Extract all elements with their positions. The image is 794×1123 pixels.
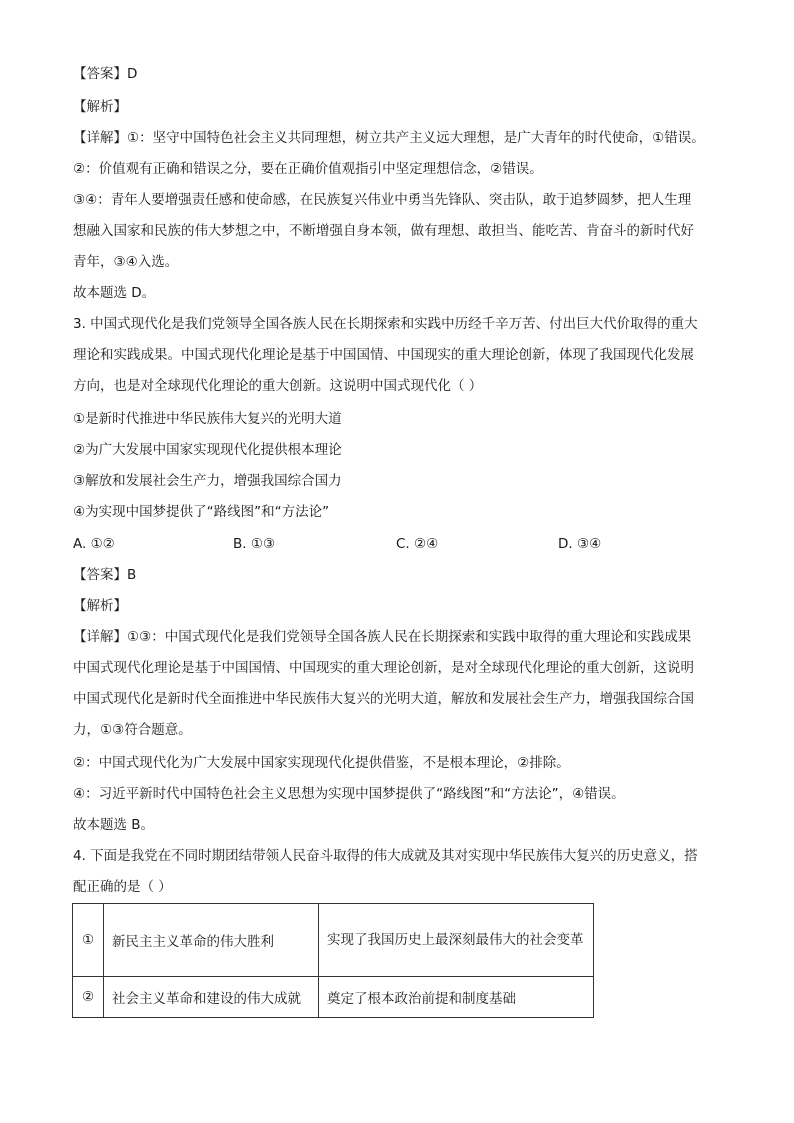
q3-option-b: B. ①③ xyxy=(233,536,276,552)
q3-answer: 【答案】B xyxy=(73,567,137,583)
q3-detail-line-1: 【详解】①③：中国式现代化是我们党领导全国各族人民在长期探索和实践中取得的重大理论和实践成果 xyxy=(73,629,692,645)
q4-matching-table xyxy=(72,903,594,1018)
q2-answer: 【答案】D xyxy=(73,66,138,82)
q3-statement-1: ①是新时代推进中华民族伟大复兴的光明大道 xyxy=(73,411,342,427)
q2-detail-line-4: 想融入国家和民族的伟大梦想之中，不断增强自身本领，做有理想、敢担当、能吃苦、肯奋斗的新时代好 xyxy=(73,223,694,239)
q3-conclusion: 故本题选 B。 xyxy=(73,817,155,833)
table-row xyxy=(73,904,594,977)
table-cell-number: ② xyxy=(73,977,104,1018)
q3-detail-line-6: ④：习近平新时代中国特色社会主义思想为实现中国梦提供了“路线图”和“方法论”，④错误。 xyxy=(73,786,625,802)
q3-statement-3: ③解放和发展社会生产力，增强我国综合国力 xyxy=(73,473,342,489)
q3-detail-line-3: 中国式现代化是新时代全面推进中华民族伟大复兴的光明大道，解放和发展社会生产力，增强我国综合国 xyxy=(73,691,694,707)
table-cell-significance: 奠定了根本政治前提和制度基础 xyxy=(319,977,594,1018)
q2-detail-line-3: ③④：青年人要增强责任感和使命感，在民族复兴伟业中勇当先锋队、突击队，敢于追梦圆梦，把人生理 xyxy=(73,192,692,208)
q3-option-a: A. ①② xyxy=(73,536,115,552)
table-cell-achievement: 新民主主义革命的伟大胜利 xyxy=(104,904,319,977)
q3-detail-line-5: ②：中国式现代化为广大发展中国家实现现代化提供借鉴，不是根本理论，②排除。 xyxy=(73,755,570,771)
q3-analysis-heading: 【解析】 xyxy=(73,598,127,614)
q3-detail-line-2: 中国式现代化理论是基于中国国情、中国现实的重大理论创新，是对全球现代化理论的重大创新，这说明 xyxy=(73,660,694,676)
table-cell-achievement: 社会主义革命和建设的伟大成就 xyxy=(104,977,319,1018)
q2-conclusion: 故本题选 D。 xyxy=(73,285,156,301)
table-row xyxy=(73,977,594,1018)
q3-detail-line-4: 力，①③符合题意。 xyxy=(73,722,192,738)
q3-statement-2: ②为广大发展中国家实现现代化提供根本理论 xyxy=(73,442,342,458)
table-cell-significance: 实现了我国历史上最深刻最伟大的社会变革 xyxy=(319,904,594,977)
q2-analysis-heading: 【解析】 xyxy=(73,99,127,115)
q3-stem-line-2: 理论和实践成果。中国式现代化理论是基于中国国情、中国现实的重大理论创新，体现了我国现代化发展 xyxy=(73,347,694,363)
q2-detail-line-2: ②：价值观有正确和错误之分，要在正确价值观指引中坚定理想信念，②错误。 xyxy=(73,161,543,177)
q2-detail-line-1: 【详解】①：坚守中国特色社会主义共同理想，树立共产主义远大理想，是广大青年的时代使命，①错误。 xyxy=(73,130,705,146)
q3-option-c: C. ②④ xyxy=(396,536,439,552)
q3-statement-4: ④为实现中国梦提供了“路线图”和“方法论” xyxy=(73,504,330,520)
table-cell-number: ① xyxy=(73,904,104,977)
q3-option-d: D. ③④ xyxy=(558,536,602,552)
q2-detail-line-5: 青年，③④入选。 xyxy=(73,254,179,270)
q3-stem-line-1: 3. 中国式现代化是我们党领导全国各族人民在长期探索和实践中历经千辛万苦、付出巨大代价取得的重大 xyxy=(73,316,698,332)
q4-stem-line-2: 配正确的是（ ） xyxy=(73,879,172,895)
q3-stem-line-3: 方向，也是对全球现代化理论的重大创新。这说明中国式现代化（ ） xyxy=(73,378,483,394)
q4-stem-line-1: 4. 下面是我党在不同时期团结带领人民奋斗取得的伟大成就及其对实现中华民族伟大复兴的历史意义，搭 xyxy=(73,848,698,864)
